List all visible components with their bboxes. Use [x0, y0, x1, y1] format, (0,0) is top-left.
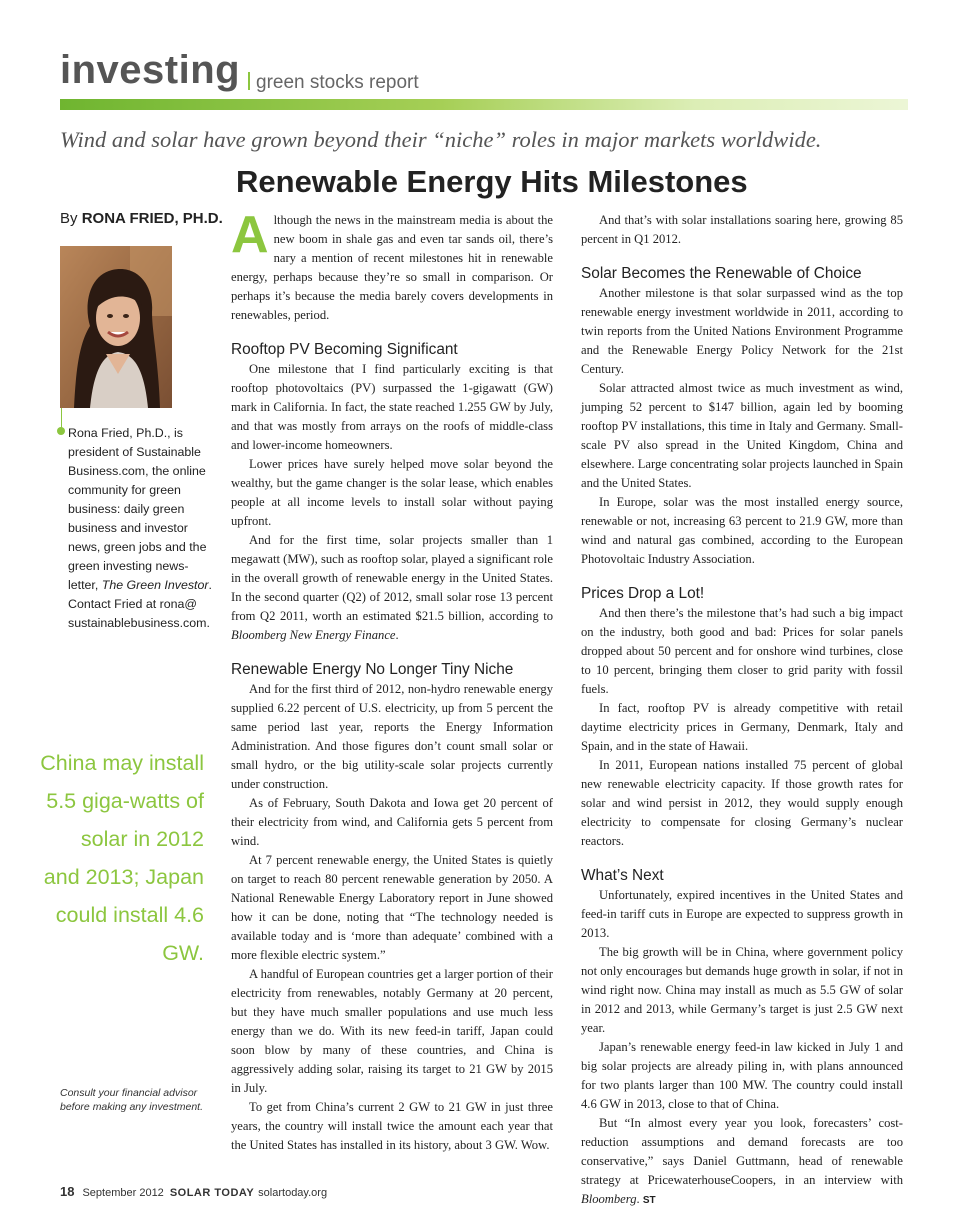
byline-prefix: By — [60, 210, 78, 227]
article-column-2 — [581, 211, 903, 1210]
article-deck: Wind and solar have grown beyond their “niche” roles in major markets worldwide. — [60, 127, 822, 152]
intro-text: lthough the news in the mainstream media is about the new boom in shale gas and even tar sands oil, there’s nary a mention of recent milestones hit in renewable energy, perhaps because they’re so small in comparison. Or perhaps it’s because the media barely covers developments in renewables, period. — [231, 213, 553, 322]
paragraph-end: . — [636, 1192, 640, 1206]
intro-paragraph — [231, 206, 553, 325]
drop-cap: A — [231, 206, 269, 264]
bio-accent-dot — [57, 427, 65, 435]
website[interactable]: solartoday.org — [258, 1187, 328, 1199]
paragraph-text: But “In almost every year you look, forecasters’ cost-reduction assumptions and demand forecasts are too conservative,” says Daniel Guttmann, head of renewable strategy at PricewaterhouseCoopers, in an interview with — [581, 1116, 903, 1187]
paragraph: Japan’s renewable energy feed-in law kicked in July 1 and big solar projects are already piling in, with plans announced for two plants larger than 100 MW. The country could install 4.6 GW in 2013, close to that of China. — [581, 1040, 903, 1111]
author-photo — [60, 246, 172, 408]
subhead-next: What’s Next — [581, 867, 664, 884]
paragraph: Lower prices have surely helped move solar beyond the wealthy, but the game changer is the solar lease, which enables people at all income levels to install solar without paying upfront. — [231, 457, 553, 528]
paragraph — [581, 1114, 903, 1210]
paragraph: As of February, South Dakota and Iowa get 20 percent of their electricity from wind, and California gets 5 percent from wind. — [231, 796, 553, 848]
paragraph: A handful of European countries get a larger portion of their electricity from renewables, notably Germany at 20 percent, but they have much smaller populations and use much less energy than we do. With its new feed-in tariff, Japan could soon blow by many of these countries, and China is aggressively adding solar, raising its target to 21 GW by 2015 in July. — [231, 967, 553, 1095]
article-headline: Renewable Energy Hits Milestones — [236, 164, 748, 199]
paragraph: And then there’s the milestone that’s had such a big impact on the industry, both good and bad: Prices for solar panels dropped about 50 percent and for onshore wind turbines, close to 10 percent, bringing them closer to grid parity with fossil fuels. — [581, 606, 903, 696]
author-bio — [68, 424, 213, 633]
paragraph: Solar attracted almost twice as much investment as wind, jumping 52 percent to $147 billion, again led by booming rooftop PV installations, this time in Italy and Germany. Small-scale PV also spread in the United Kingdom, China and elsewhere. Large concentrating solar projects launched in Spain and the United States. — [581, 381, 903, 490]
paragraph: Another milestone is that solar surpassed wind as the top renewable energy investment worldwide in 2011, according to twin reports from the United Nations Environment Programme and the Renewable Energy Policy Network for the 21st Century. — [581, 286, 903, 376]
paragraph: To get from China’s current 2 GW to 21 GW in just three years, the country will install twice the amount each year that the United States has installed in its history, about 3 GW. Wow. — [231, 1100, 553, 1152]
page-footer — [60, 1184, 327, 1199]
paragraph: At 7 percent renewable energy, the United States is quietly on target to reach 80 percent renewable generation by 2050. A National Renewable Energy Laboratory report in June showed how it can be done, noting that “The technology needed is available today and is ‘more than adequate’ combined with a more flexible electric system.” — [231, 853, 553, 962]
paragraph: In fact, rooftop PV is already competitive with retail daytime electricity prices in Germany, Denmark, Italy and Spain, and in the state of Hawaii. — [581, 701, 903, 753]
subhead-prices: Prices Drop a Lot! — [581, 585, 705, 602]
magazine-name: SOLAR TODAY — [169, 1187, 255, 1199]
paragraph: One milestone that I find particularly exciting is that rooftop photovoltaics (PV) surpassed the 1-gigawatt (GW) mark in California. In fact, the state reached 1.255 GW by July, and that was mostly from arrays on the roofs of middle-class and lower-income homeowners. — [231, 362, 553, 452]
paragraph: And that’s with solar installations soaring here, growing 85 percent in Q1 2012. — [581, 213, 903, 246]
author-portrait-illustration — [60, 246, 172, 408]
end-mark: ST — [642, 1195, 656, 1206]
bio-text: Rona Fried, Ph.D., is president of Sustainable Business.com, the online community for green business: daily green business and investor news, green jobs and the green investing news-letter, — [68, 426, 207, 592]
bio-contact: . Contact Fried at rona@ sustainablebusiness.com. — [68, 578, 212, 630]
page-number: 18 — [60, 1184, 75, 1199]
paragraph: Unfortunately, expired incentives in the United States and feed-in tariff cuts in Europe are expected to suppress growth in 2013. — [581, 888, 903, 940]
paragraph — [231, 531, 553, 645]
issue-date: September 2012 — [82, 1187, 164, 1199]
subtitle-divider — [248, 72, 250, 90]
paragraph: The big growth will be in China, where government policy not only encourages but demands huge growth in solar, if not in wind right now. China may install as much as 5.5 GW of solar in 2012 and 2013, while Germany’s target is just 2.5 GW next year. — [581, 945, 903, 1035]
subhead-rooftop: Rooftop PV Becoming Significant — [231, 341, 458, 358]
header-gradient-rule — [60, 99, 908, 110]
source-citation: Bloomberg — [581, 1192, 637, 1206]
subhead-choice: Solar Becomes the Renewable of Choice — [581, 265, 862, 282]
investment-disclaimer: Consult your financial advisor before making any investment. — [60, 1087, 203, 1113]
paragraph-end: . — [395, 628, 399, 642]
section-subtitle — [248, 72, 419, 94]
paragraph: In 2011, European nations installed 75 percent of global new renewable electricity capacity. If those growth rates for solar and wind persist in 2012, they would supply enough electricity to compensate for closing Germany’s nuclear reactors. — [581, 758, 903, 848]
paragraph: In Europe, solar was the most installed energy source, renewable or not, increasing 63 percent to 21.9 GW, more than wind and natural gas combined, according to the European Photovoltaic Industry Association. — [581, 495, 903, 566]
article-column-1 — [231, 206, 553, 1155]
bio-publication: The Green Investor — [101, 578, 209, 592]
paragraph: And for the first third of 2012, non-hydro renewable energy supplied 6.22 percent of U.S. electricity, up from 5 percent the same period last year, reports the Energy Information Administration. And those figures don’t count small solar or small hydro, or the big utility-scale solar projects currently under construction. — [231, 682, 553, 791]
subhead-niche: Renewable Energy No Longer Tiny Niche — [231, 661, 514, 678]
author-name: RONA FRIED, PH.D. — [81, 210, 223, 227]
pull-quote: China may install 5.5 giga-watts of solar in 2012 and 2013; Japan could install 4.6 GW. — [40, 751, 204, 965]
subtitle-text: green stocks report — [256, 72, 419, 93]
byline — [60, 210, 223, 227]
section-title: investing — [60, 48, 241, 92]
source-citation: Bloomberg New Energy Finance — [231, 628, 396, 642]
paragraph-text: And for the first time, solar projects smaller than 1 megawatt (MW), such as rooftop solar, played a significant role in the overall growth of renewable energy in the United States. In the second quarter (Q2) of 2012, small solar rose 13 percent from Q2 2011, worth an estimated $21.5 billion, according to — [231, 533, 553, 623]
